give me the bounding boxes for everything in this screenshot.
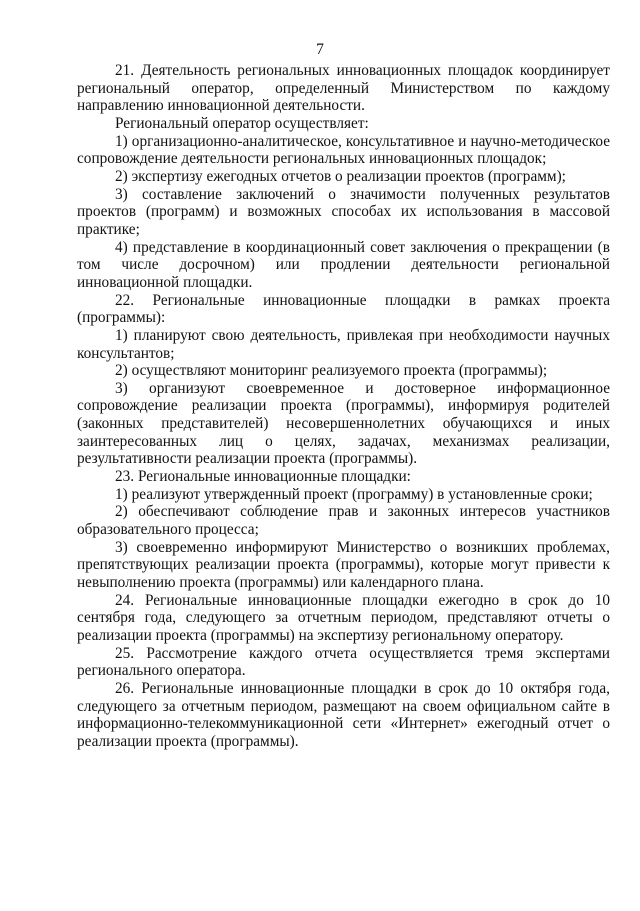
paragraph-22: 22. Региональные инновационные площадки в рамках проекта (программы): — [77, 291, 610, 327]
list-item: 1) реализуют утвержденный проект (программу) в установленные сроки; — [115, 485, 593, 503]
list-item: 2) обеспечивают соблюдение прав и законных интересов участников образовательного процесса; — [77, 503, 610, 539]
paragraph-25: 25. Рассмотрение каждого отчета осуществляется тремя экспертами регионального оператора. — [77, 644, 610, 680]
document-body — [77, 62, 610, 751]
paragraph-operator-intro: Региональный оператор осуществляет: — [115, 114, 369, 132]
list-item: 1) планируют свою деятельность, привлекая при необходимости научных консультантов; — [77, 326, 610, 362]
list-item: 1) организационно-аналитическое, консультативное и научно-методическое сопровождение деятельности региональных инновационных площадок; — [77, 132, 610, 168]
list-item: 4) представление в координационный совет заключения о прекращении (в том числе досрочном) или продлении деятельности региональной инновационной площадки. — [77, 238, 610, 291]
paragraph-23: 23. Региональные инновационные площадки: — [115, 468, 411, 486]
list-item: 3) составление заключений о значимости полученных результатов проектов (программ) и возможных способах их использования в массовой практике; — [77, 185, 610, 238]
page-number: 7 — [316, 41, 324, 58]
list-item: 3) своевременно информируют Министерство о возникших проблемах, препятствующих реализации проекта (программы), которые могут привести к невыполнению проекта (программы) или календарного плана. — [77, 538, 610, 592]
paragraph-21: 21. Деятельность региональных инновационных площадок координирует региональный оператор, определенный Министерством по каждому направлению инновационной деятельности. — [77, 62, 610, 115]
list-item: 3) организуют своевременное и достоверное информационное сопровождение реализации проекта (программы), информируя родителей (законных представителей) несовершеннолетних обучающихся и иных заинтересованных лиц о целях, задачах, механизмах реализации, результативности реализации проекта (программы). — [77, 379, 610, 468]
paragraph-24: 24. Региональные инновационные площадки ежегодно в срок до 10 сентября года, следующего за отчетным периодом, представляют отчеты о реализации проекта (программы) на экспертизу региональному оператору. — [77, 591, 610, 644]
paragraph-26: 26. Региональные инновационные площадки в срок до 10 октября года, следующего за отчетным периодом, размещают на своем официальном сайте в информационно-телекоммуникационной сети «Интернет» ежегодный отчет о реализации проекта (программы). — [77, 679, 610, 750]
list-item: 2) осуществляют мониторинг реализуемого проекта (программы); — [115, 362, 548, 380]
list-item: 2) экспертизу ежегодных отчетов о реализации проектов (программ); — [115, 167, 566, 185]
